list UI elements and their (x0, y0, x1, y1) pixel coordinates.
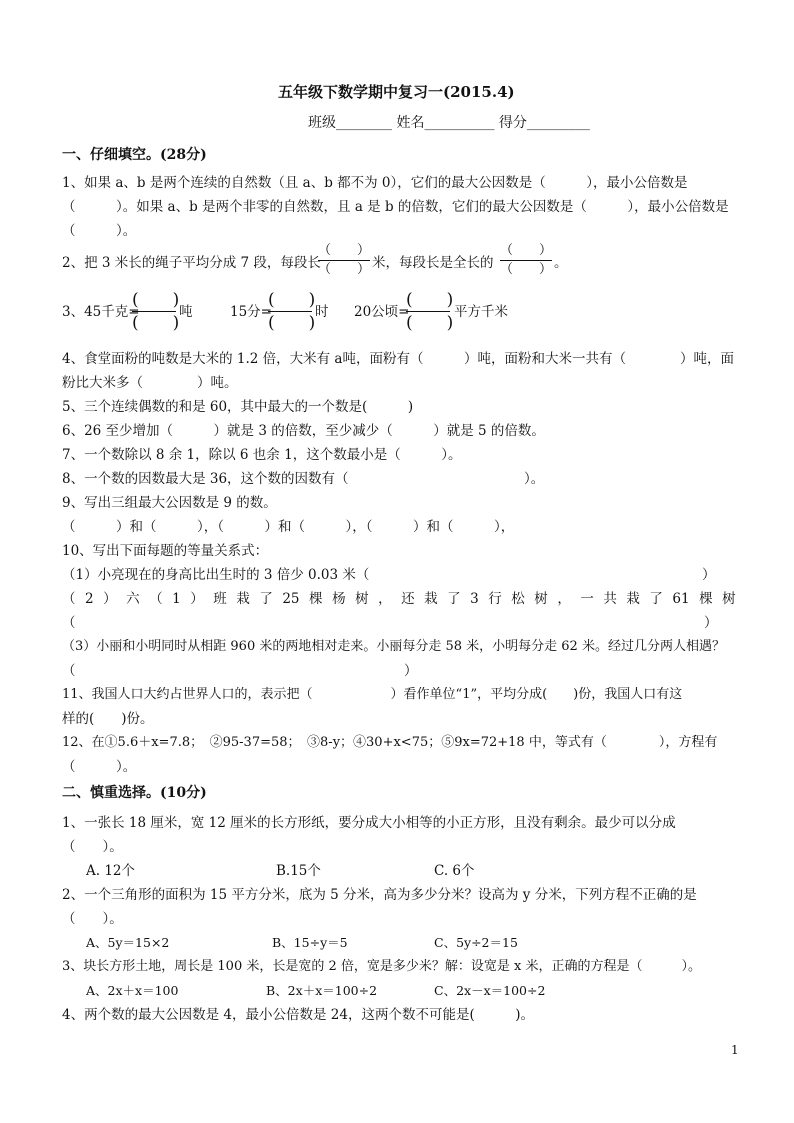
q12-line1: 12、在①5.6＋x=7.8； ②95-37=58； ③8-y；④30+x<75；⑤9x=72+18 中，等式有（ ），方程有 (62, 735, 718, 750)
justified-word: 树 (355, 591, 369, 607)
s2-q2-option-a: A、5y＝15×2 (86, 935, 170, 950)
fraction-bar (500, 260, 552, 261)
justified-word: 了 (649, 591, 663, 607)
q10-part-1-close: ） (702, 567, 716, 583)
justified-word: 松 (511, 591, 525, 607)
fraction-bar (268, 311, 312, 312)
fraction-bar (132, 311, 176, 312)
s2-q3-option-c: C、2x－x＝100÷2 (434, 983, 546, 998)
justified-word: 一 (580, 591, 594, 607)
s2-q1-line2: （ ）。 (62, 839, 123, 855)
q10-part-3: （3）小丽和小明同时从相距 960 米的两地相对走来。小丽每分走 58 米，小明每分走 62 米。经过几分两人相遇？ (62, 639, 725, 654)
q7: 7、一个数除以 8 余 1，除以 6 也余 1，这个数最小是（ ）。 (62, 447, 462, 463)
justified-word: 共 (603, 591, 617, 607)
q6: 6、26 至少增加（ ）就是 3 的倍数，至少减少（ ）就是 5 的倍数。 (62, 423, 545, 439)
fraction-denominator: ( ) (132, 313, 180, 333)
q10-part-3-answer-close: ） (404, 663, 418, 679)
justified-word: ） (190, 591, 204, 607)
q3-part-b-prefix: 15分= (230, 304, 272, 320)
justified-word: 树 (534, 591, 548, 607)
q4-line2: 粉比大米多（ ）吨。 (62, 375, 238, 391)
q3-part-c-unit: 平方千米 (454, 304, 508, 320)
s2-q2-line1: 2、一个三角形的面积为 15 平方分米，底为 5 分米，高为多少分米？设高为 y 分米，下列方程不正确的是 (62, 887, 697, 903)
q1-line1: 1、如果 a、b 是两个连续的自然数（且 a、b 都不为 0），它们的最大公因数是（ ），最小公倍数是 (62, 175, 688, 191)
q3-part-b-unit: 时 (315, 304, 329, 320)
justified-word: 棵 (309, 591, 323, 607)
s2-q3-option-a: A、2x＋x＝100 (86, 983, 179, 998)
s2-q3-line1: 3、块长方形土地，周长是 100 米，长是宽的 2 倍，宽是多少米？解：设宽是 x 米，正确的方程是（ ）。 (62, 959, 701, 974)
fraction-denominator: ( ) (406, 313, 454, 333)
q2-suffix: 。 (554, 255, 568, 271)
page-number: 1 (731, 1043, 739, 1057)
q9-line1: 9、写出三组最大公因数是 9 的数。 (62, 495, 277, 511)
s2-q2-line2: （ ）。 (62, 911, 123, 927)
s2-q4: 4、两个数的最大公因数是 4，最小公倍数是 24，这两个数不可能是( )。 (62, 1007, 534, 1023)
q2-fraction-1 (318, 243, 370, 278)
q2-middle: 米，每段长是全长的 (372, 255, 494, 271)
justified-word: 树 (722, 591, 736, 607)
s2-q1-option-a: A. 12个 (86, 863, 136, 879)
fraction-numerator: ( ) (132, 290, 180, 310)
justified-word: 栽 (236, 591, 250, 607)
header-fields: 班级________ 姓名__________ 得分_________ (308, 115, 590, 131)
s2-q2-option-b: B、15÷y＝5 (272, 935, 348, 950)
q3-part-a-unit: 吨 (179, 304, 193, 320)
q3-fraction-c (406, 290, 454, 333)
s2-q1-option-c: C. 6个 (434, 863, 475, 879)
justified-word: 3 (470, 591, 479, 607)
s2-q3-option-b: B、2x＋x＝100÷2 (266, 983, 378, 998)
q10-part-2-line (62, 590, 736, 608)
justified-word: 行 (488, 591, 502, 607)
q3-fraction-b (268, 290, 316, 333)
justified-word: 61 (672, 591, 690, 607)
justified-word: 棵 (699, 591, 713, 607)
q10-part-2-answer-close: ） (704, 615, 718, 631)
q5: 5、三个连续偶数的和是 60，其中最大的一个数是( ) (62, 399, 414, 415)
s2-q1-option-b: B.15个 (276, 863, 321, 879)
q4-line1: 4、食堂面粉的吨数是大米的 1.2 倍，大米有 a吨，面粉有（ ）吨，面粉和大米一共有（ ）吨，面 (62, 351, 734, 367)
fraction-numerator: ( ) (268, 290, 316, 310)
justified-word: 了 (259, 591, 273, 607)
fraction-denominator: （ ） (318, 262, 371, 277)
justified-word: 栽 (424, 591, 438, 607)
s2-q1-line1: 1、一张长 18 厘米，宽 12 厘米的长方形纸，要分成大小相等的小正方形，且没有剩余。最少可以分成 (62, 815, 676, 831)
q11-line2: 样的( )份。 (62, 711, 154, 727)
q1-line3: （ ）。 (62, 223, 137, 239)
justified-word: 栽 (626, 591, 640, 607)
justified-word: ， (378, 591, 392, 607)
q11-line1: 11、我国人口大约占世界人口的，表示把（ ）看作单位“1”，平均分成( )份，我国人口有这 (62, 687, 683, 702)
fraction-numerator: （ ） (500, 243, 553, 258)
q3-fraction-a (132, 290, 180, 333)
section1-heading: 一、仔细填空。(28分) (62, 147, 207, 163)
fraction-bar (406, 311, 450, 312)
justified-word: 杨 (332, 591, 346, 607)
justified-word: 了 (447, 591, 461, 607)
q9-line2: （ ）和（ ），（ ）和（ ），（ ）和（ ）， (62, 519, 515, 535)
fraction-denominator: （ ） (500, 262, 553, 277)
justified-word: 1 (172, 591, 181, 607)
section2-heading: 二、慎重选择。(10分) (62, 785, 207, 801)
justified-word: ） (103, 591, 117, 607)
q10-part-3-answer-open: （ (62, 663, 76, 679)
q10-part-2-answer-open: （ (62, 615, 76, 631)
q8: 8、一个数的因数最大是 36，这个数的因数有（ ）。 (62, 471, 545, 487)
q3-part-c-prefix: 20公顷= (354, 304, 410, 320)
justified-word: 25 (282, 591, 300, 607)
justified-word: 班 (213, 591, 227, 607)
fraction-bar (318, 260, 370, 261)
page-title: 五年级下数学期中复习一(2015.4) (278, 83, 515, 101)
q12-line2: （ ）。 (62, 759, 137, 775)
q2-fraction-2 (500, 243, 552, 278)
q3-part-a-prefix: 3、45千克= (62, 304, 140, 320)
q1-line2: （ ）。如果 a、b 是两个非零的自然数，且 a 是 b 的倍数，它们的最大公因数是（ ），最小公倍数是 (62, 199, 729, 215)
fraction-numerator: ( ) (406, 290, 454, 310)
q2-prefix: 2、把 3 米长的绳子平均分成 7 段，每段长 (62, 255, 321, 271)
justified-word: 还 (401, 591, 415, 607)
justified-word: 六 (126, 591, 140, 607)
q10-heading: 10、写出下面每题的等量关系式： (62, 543, 269, 559)
fraction-denominator: ( ) (268, 313, 316, 333)
fraction-numerator: （ ） (318, 243, 371, 258)
justified-word: ， (557, 591, 571, 607)
justified-word: 2 (85, 591, 94, 607)
s2-q2-option-c: C、5y÷2＝15 (434, 935, 518, 950)
justified-word: （ (149, 591, 163, 607)
justified-word: （ (62, 591, 76, 607)
q10-part-1: （1）小亮现在的身高比出生时的 3 倍少 0.03 米（ (62, 567, 370, 583)
